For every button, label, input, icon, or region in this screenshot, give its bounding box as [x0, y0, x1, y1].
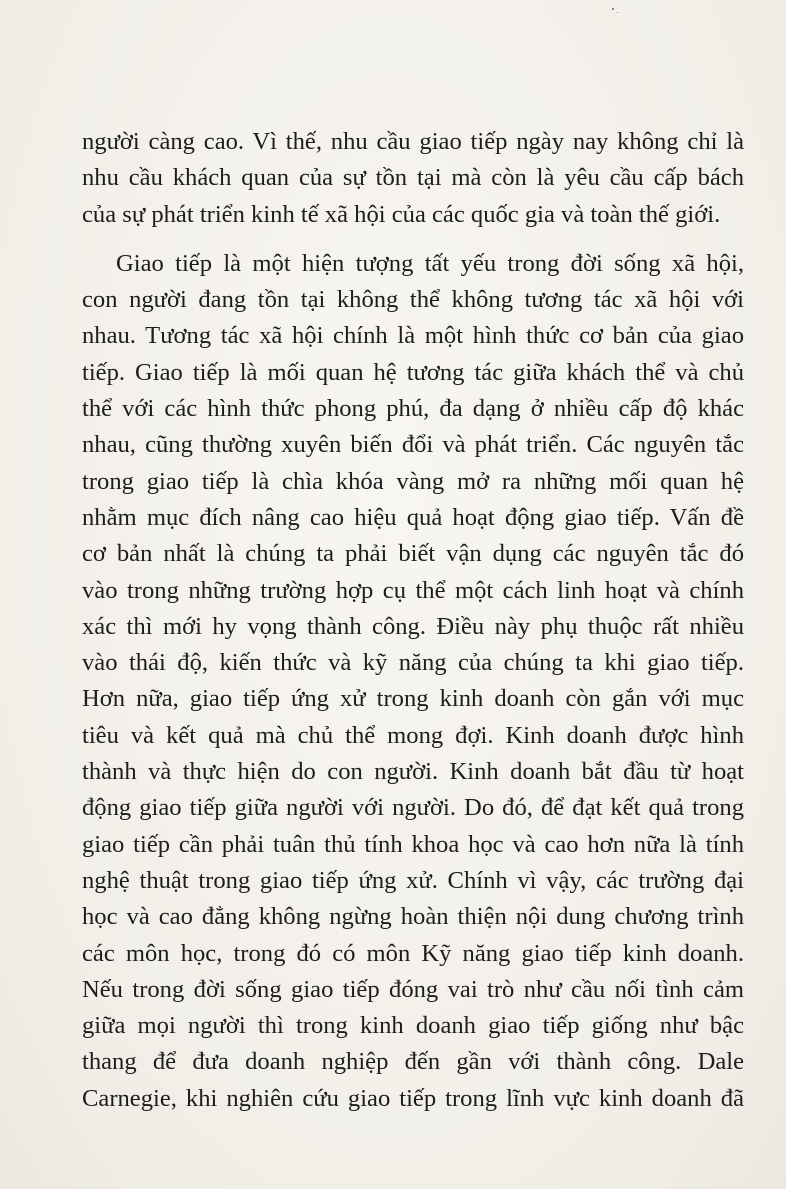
text-line: học và cao đẳng không ngừng hoàn thiện nội dung chương trình: [82, 903, 744, 931]
text-line: vào thái độ, kiến thức và kỹ năng của chúng ta khi giao tiếp.: [82, 649, 744, 677]
text-line: giao tiếp cần phải tuân thủ tính khoa học và cao hơn nữa là tính: [82, 830, 744, 858]
text-line: thể với các hình thức phong phú, đa dạng ở nhiều cấp độ khác: [82, 395, 744, 423]
text-line: Carnegie, khi nghiên cứu giao tiếp trong lĩnh vực kinh doanh đã: [82, 1084, 744, 1112]
text-line: động giao tiếp giữa người với người. Do đó, để đạt kết quả trong: [82, 794, 744, 822]
text-line: trong giao tiếp là chìa khóa vàng mở ra những mối quan hệ: [82, 467, 744, 495]
text-line: Nếu trong đời sống giao tiếp đóng vai trò như cầu nối tình cảm: [82, 975, 744, 1003]
text-line: giữa mọi người thì trong kinh doanh giao tiếp giống như bậc: [82, 1012, 744, 1040]
text-line: nhằm mục đích nâng cao hiệu quả hoạt động giao tiếp. Vấn đề: [82, 503, 744, 531]
text-line: của sự phát triển kinh tế xã hội của các quốc gia và toàn thế giới.: [82, 200, 721, 228]
print-speck: [612, 8, 614, 10]
text-line: con người đang tồn tại không thể không tương tác xã hội với: [82, 286, 744, 314]
text-line: nhau, cũng thường xuyên biến đổi và phát triển. Các nguyên tắc: [82, 431, 744, 459]
text-line: xác thì mới hy vọng thành công. Điều này phụ thuộc rất nhiều: [82, 612, 744, 640]
text-line: nhau. Tương tác xã hội chính là một hình thức cơ bản của giao: [82, 322, 744, 350]
text-line: Hơn nữa, giao tiếp ứng xử trong kinh doanh còn gắn với mục: [82, 685, 744, 713]
text-line: thành và thực hiện do con người. Kinh doanh bắt đầu từ hoạt: [82, 758, 744, 786]
text-line: các môn học, trong đó có môn Kỹ năng giao tiếp kinh doanh.: [82, 939, 744, 967]
text-line: tiêu và kết quả mà chủ thể mong đợi. Kinh doanh được hình: [82, 721, 744, 749]
text-line: nghệ thuật trong giao tiếp ứng xử. Chính vì vậy, các trường đại: [82, 866, 744, 894]
text-line: Giao tiếp là một hiện tượng tất yếu trong đời sống xã hội,: [116, 249, 744, 277]
body-text: [82, 124, 744, 1117]
text-line: tiếp. Giao tiếp là mối quan hệ tương tác giữa khách thể và chủ: [82, 358, 744, 386]
text-line: vào trong những trường hợp cụ thể một cách linh hoạt và chính: [82, 576, 744, 604]
print-speck: [617, 12, 618, 13]
text-line: người càng cao. Vì thế, nhu cầu giao tiếp ngày nay không chỉ là: [82, 128, 744, 155]
text-line: thang để đưa doanh nghiệp đến gần với thành công. Dale: [82, 1048, 744, 1076]
text-line: cơ bản nhất là chúng ta phải biết vận dụng các nguyên tắc đó: [82, 540, 744, 568]
paragraph-gap: [82, 233, 744, 246]
text-line: nhu cầu khách quan của sự tồn tại mà còn là yêu cầu cấp bách: [82, 164, 744, 192]
